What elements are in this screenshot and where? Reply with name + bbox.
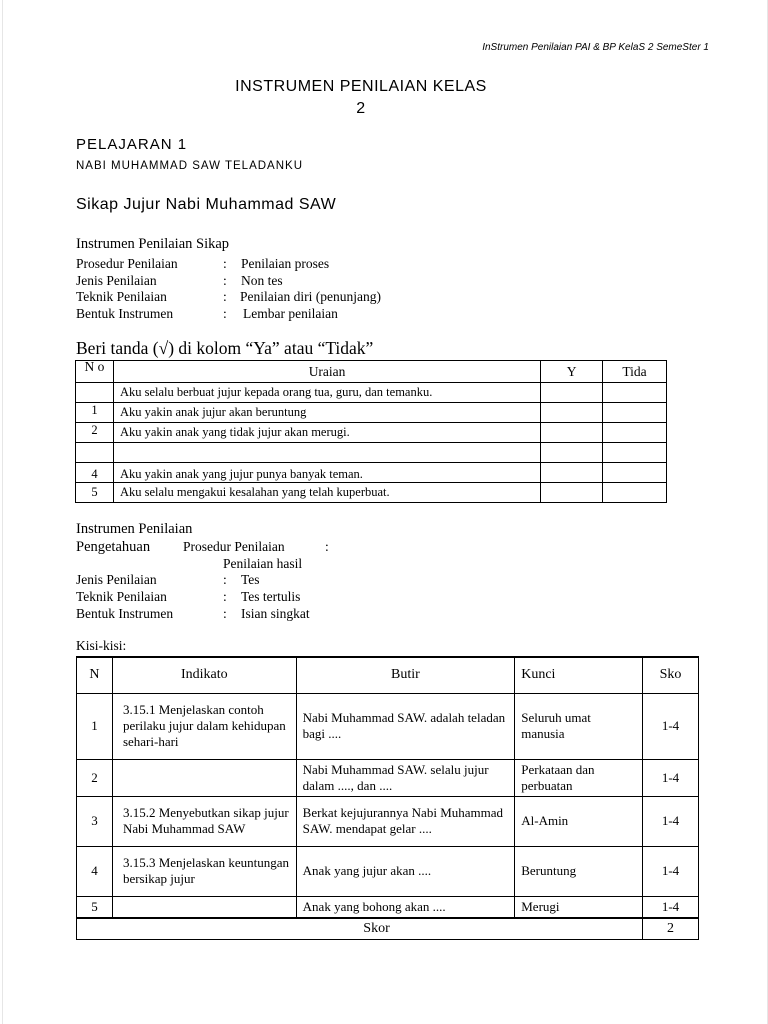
sikap-info-value: Non tes: [241, 273, 283, 288]
row-no: 5: [77, 896, 113, 918]
pengetahuan-info-sep: :: [223, 589, 227, 604]
sikap-info-value: Penilaian proses: [241, 256, 330, 271]
pengetahuan-heading: Instrumen Penilaian: [76, 521, 193, 537]
row-butir: Anak yang jujur akan ....: [296, 846, 515, 896]
lesson-subtitle: NABI MUHAMMAD SAW TELADANKU: [76, 160, 303, 172]
pengetahuan-info-sep: :: [325, 539, 329, 554]
row-no: 2: [77, 759, 113, 796]
row-no: 4: [77, 846, 113, 896]
table-row: [77, 896, 699, 918]
ya-checkbox-cell[interactable]: [541, 483, 603, 503]
row-indikator: 3.15.2 Menyebutkan sikap jujur Nabi Muhammad SAW: [112, 796, 296, 846]
pengetahuan-info-label: Jenis Penilaian: [76, 572, 157, 587]
footer-value: 2: [643, 918, 699, 940]
table-row: [76, 463, 667, 483]
col-header-kunci: Kunci: [515, 657, 643, 693]
col-header-tidak: Tida: [603, 361, 667, 383]
kisi-kisi-label: Kisi-kisi:: [76, 638, 127, 653]
table-row: [77, 759, 699, 796]
row-no: 5: [76, 483, 114, 503]
row-skor: 1-4: [643, 896, 699, 918]
row-butir: Berkat kejujurannya Nabi Muhammad SAW. mendapat gelar ....: [296, 796, 515, 846]
row-statement: Aku yakin anak yang tidak jujur akan merugi.: [113, 423, 540, 443]
sikap-info-value: Lembar penilaian: [243, 306, 338, 321]
running-header: InStrumen Penilaian PAI & BP KelaS 2 SemeSter 1: [482, 42, 709, 53]
pengetahuan-info-sep: :: [223, 572, 227, 587]
tidak-checkbox-cell[interactable]: [603, 483, 667, 503]
row-skor: 1-4: [643, 796, 699, 846]
table-header-row: [77, 657, 699, 693]
sikap-info-sep: :: [223, 289, 227, 304]
table-row: [77, 693, 699, 759]
row-no: [76, 443, 114, 463]
col-header-indikator: Indikato: [112, 657, 296, 693]
row-indikator: [112, 759, 296, 796]
sikap-checklist-table: [75, 360, 667, 503]
pengetahuan-info-value: Isian singkat: [241, 606, 310, 621]
row-skor: 1-4: [643, 759, 699, 796]
pengetahuan-info-label: Prosedur Penilaian: [183, 539, 285, 554]
row-butir: Anak yang bohong akan ....: [296, 896, 515, 918]
kisi-kisi-table: [76, 656, 699, 940]
table-row: [76, 403, 667, 423]
col-header-no: N: [77, 657, 113, 693]
col-header-uraian: Uraian: [113, 361, 540, 383]
table-footer-row: [77, 918, 699, 940]
pengetahuan-heading-2: Pengetahuan: [76, 539, 151, 555]
row-indikator: [112, 896, 296, 918]
tidak-checkbox-cell[interactable]: [603, 423, 667, 443]
sikap-heading: Instrumen Penilaian Sikap: [76, 236, 230, 252]
sikap-info-sep: :: [223, 306, 227, 321]
row-indikator: 3.15.3 Menjelaskan keuntungan bersikap jujur: [112, 846, 296, 896]
row-statement: Aku selalu berbuat jujur kepada orang tua, guru, dan temanku.: [113, 383, 540, 403]
document-page: [2, 0, 768, 1024]
pengetahuan-info-label: Bentuk Instrumen: [76, 606, 174, 621]
row-statement: Aku yakin anak yang jujur punya banyak teman.: [113, 463, 540, 483]
row-kunci: Al-Amin: [515, 796, 643, 846]
document-title: INSTRUMEN PENILAIAN KELAS: [235, 78, 487, 95]
sikap-info-sep: :: [223, 273, 227, 288]
row-skor: 1-4: [643, 846, 699, 896]
pengetahuan-info-label: Teknik Penilaian: [76, 589, 167, 604]
table-row: [76, 423, 667, 443]
sikap-info-label: Prosedur Penilaian: [76, 256, 178, 271]
table-row: [76, 383, 667, 403]
col-header-ya: Y: [541, 361, 603, 383]
ya-checkbox-cell[interactable]: [541, 423, 603, 443]
ya-checkbox-cell[interactable]: [541, 443, 603, 463]
pengetahuan-info-sep: :: [223, 606, 227, 621]
row-kunci: Perkataan dan perbuatan: [515, 759, 643, 796]
row-no: 2: [76, 423, 114, 443]
tidak-checkbox-cell[interactable]: [603, 403, 667, 423]
row-kunci: Beruntung: [515, 846, 643, 896]
section-title: Sikap Jujur Nabi Muhammad SAW: [76, 196, 337, 213]
row-butir: Nabi Muhammad SAW. adalah teladan bagi ....: [296, 693, 515, 759]
ya-checkbox-cell[interactable]: [541, 383, 603, 403]
row-statement: Aku selalu mengakui kesalahan yang telah kuperbuat.: [113, 483, 540, 503]
col-header-no: N o: [76, 361, 114, 383]
row-statement: Aku yakin anak jujur akan beruntung: [113, 403, 540, 423]
row-skor: 1-4: [643, 693, 699, 759]
col-header-butir: Butir: [296, 657, 515, 693]
row-no: 1: [77, 693, 113, 759]
ya-checkbox-cell[interactable]: [541, 403, 603, 423]
lesson-label: PELAJARAN 1: [76, 136, 188, 153]
row-statement: [113, 443, 540, 463]
pengetahuan-info-value: Penilaian hasil: [223, 556, 303, 571]
sikap-info-value: Penilaian diri (penunjang): [240, 289, 381, 304]
sikap-info-sep: :: [223, 256, 227, 271]
table-row: [76, 443, 667, 463]
table-row: [77, 796, 699, 846]
pengetahuan-info-value: Tes: [241, 572, 260, 587]
table-row: [77, 846, 699, 896]
table-row: [76, 483, 667, 503]
tidak-checkbox-cell[interactable]: [603, 443, 667, 463]
row-no: 1: [76, 403, 114, 423]
sikap-info-label: Bentuk Instrumen: [76, 306, 174, 321]
col-header-skor: Sko: [643, 657, 699, 693]
document-title-grade: 2: [356, 100, 366, 117]
row-no: 4: [76, 463, 114, 483]
pengetahuan-info-value: Tes tertulis: [241, 589, 301, 604]
row-no: 3: [77, 796, 113, 846]
sikap-info-label: Teknik Penilaian: [76, 289, 167, 304]
row-kunci: Merugi: [515, 896, 643, 918]
row-butir: Nabi Muhammad SAW. selalu jujur dalam ...., dan ....: [296, 759, 515, 796]
row-kunci: Seluruh umat manusia: [515, 693, 643, 759]
table-header-row: [76, 361, 667, 383]
sikap-instruction: Beri tanda (√) di kolom “Ya” atau “Tidak”: [76, 338, 374, 358]
ya-checkbox-cell[interactable]: [541, 463, 603, 483]
tidak-checkbox-cell[interactable]: [603, 383, 667, 403]
row-no: [76, 383, 114, 403]
row-indikator: 3.15.1 Menjelaskan contoh perilaku jujur dalam kehidupan sehari-hari: [112, 693, 296, 759]
sikap-info-label: Jenis Penilaian: [76, 273, 157, 288]
tidak-checkbox-cell[interactable]: [603, 463, 667, 483]
footer-label: Skor: [77, 918, 643, 940]
